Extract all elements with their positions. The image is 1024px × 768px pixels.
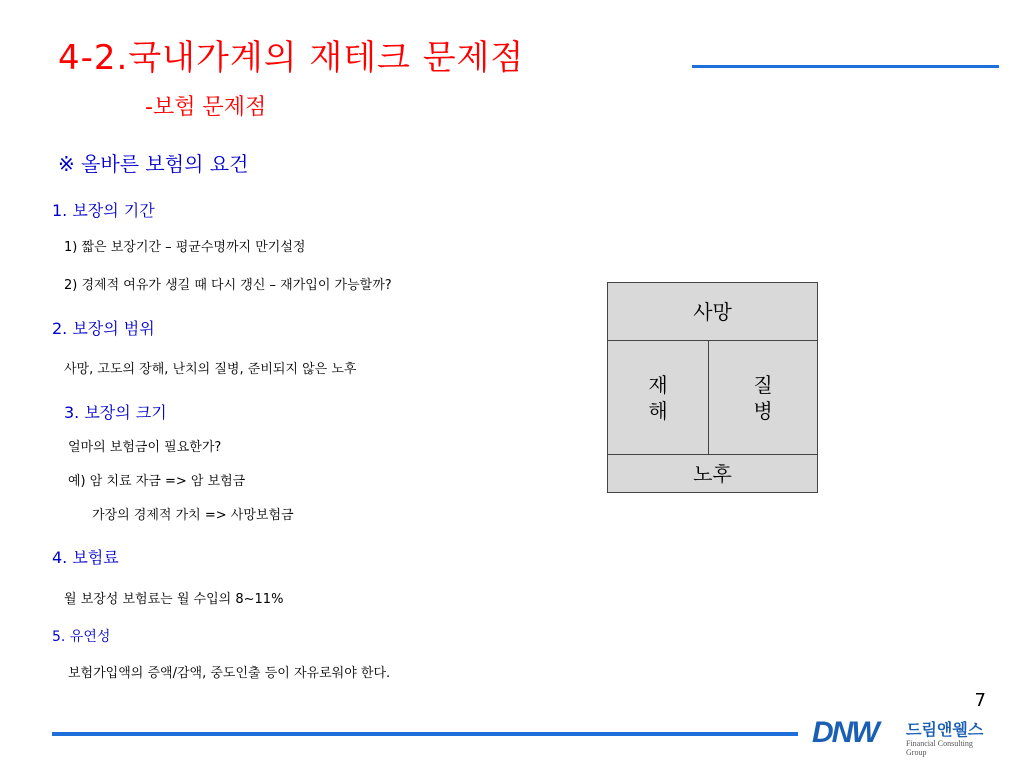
section-4-item-1: 월 보장성 보험료는 월 수입의 8~11% [64,592,284,607]
diagram-cell-death: 사망 [608,283,817,341]
section-2-item-1: 사망, 고도의 장해, 난치의 질병, 준비되지 않은 노후 [64,362,357,377]
footer-rule [52,732,798,736]
company-logo [812,716,992,757]
section-5-heading: 5. 유연성 [52,629,111,645]
page-title: 4-2.국내가계의 재테크 문제점 [58,38,525,78]
section-3-heading: 3. 보장의 크기 [64,403,167,422]
page-subtitle: -보험 문제점 [145,95,267,120]
section-3-item-2: 예) 암 치료 자금 => 암 보험금 [68,474,246,489]
diagram-cell-disaster: 재 해 [608,341,709,454]
section-1-heading: 1. 보장의 기간 [52,201,155,220]
section-3-item-3: 가장의 경제적 가치 => 사망보험금 [92,508,294,523]
section-2-heading: 2. 보장의 범위 [52,319,155,338]
page-number: 7 [974,690,986,711]
logo-korean-name: 드림앤웰스 [906,720,984,739]
diagram-cell-retirement: 노후 [608,454,817,493]
title-underline [692,65,999,68]
section-3-item-1: 얼마의 보험금이 필요한가? [68,440,222,455]
requirements-heading: ※ 올바른 보험의 요건 [58,152,249,176]
logo-mark: DNW [812,716,878,749]
section-1-item-2: 2) 경제적 여유가 생길 때 다시 갱신 – 재가입이 가능할까? [64,278,392,293]
section-1-item-1: 1) 짧은 보장기간 – 평균수명까지 만기설정 [64,240,306,255]
diagram-cell-disease: 질 병 [753,372,773,423]
coverage-diagram [607,282,818,493]
section-5-item-1: 보험가입액의 증액/감액, 중도인출 등이 자유로워야 한다. [68,666,391,681]
section-4-heading: 4. 보험료 [52,548,119,567]
logo-english-name: Financial Consulting Group [906,739,973,757]
